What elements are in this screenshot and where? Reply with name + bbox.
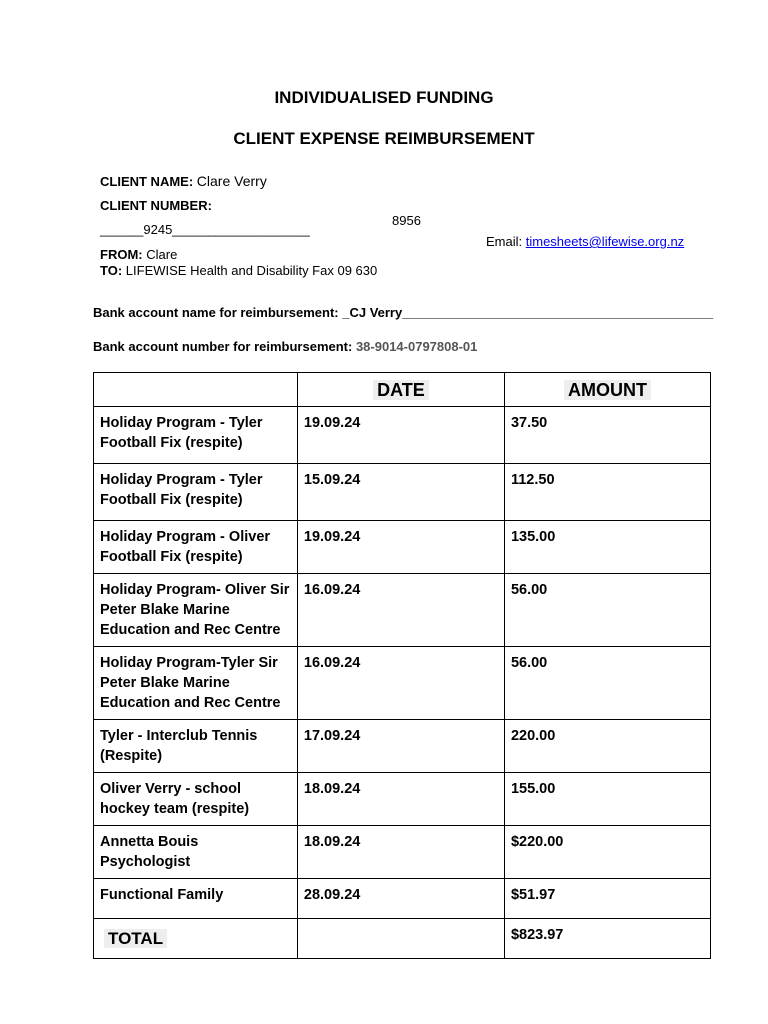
- row-description: Holiday Program - Tyler Football Fix (respite): [94, 464, 298, 521]
- row-date: 17.09.24: [297, 720, 504, 773]
- table-row: [94, 826, 711, 879]
- document-subtitle: CLIENT EXPENSE REIMBURSEMENT: [233, 129, 535, 148]
- row-date: 16.09.24: [297, 574, 504, 647]
- row-amount: $220.00: [504, 826, 710, 879]
- row-date: 19.09.24: [297, 521, 504, 574]
- bank-account-name: Bank account name for reimbursement: _CJ Verry___________________________________________: [93, 305, 714, 320]
- from-row: [100, 247, 177, 262]
- document-title: INDIVIDUALISED FUNDING: [274, 88, 494, 107]
- bank-account-number-value: 38-9014-0797808-01: [355, 339, 478, 354]
- table-row: [94, 647, 711, 720]
- row-date: 18.09.24: [297, 826, 504, 879]
- table-row: [94, 464, 711, 521]
- row-description: Holiday Program - Oliver Football Fix (respite): [94, 521, 298, 574]
- row-description: Functional Family: [94, 879, 298, 919]
- client-name-label: CLIENT NAME:: [100, 174, 194, 189]
- table-row: [94, 521, 711, 574]
- row-amount: 56.00: [504, 574, 710, 647]
- table-row: [94, 773, 711, 826]
- row-amount: 155.00: [504, 773, 710, 826]
- to-label: TO:: [100, 263, 123, 278]
- row-description: Holiday Program-Tyler Sir Peter Blake Marine Education and Rec Centre: [94, 647, 298, 720]
- row-amount: 220.00: [504, 720, 710, 773]
- header-description: [94, 373, 298, 407]
- total-label: TOTAL: [94, 919, 298, 959]
- client-name-row: [100, 173, 267, 189]
- row-date: 15.09.24: [297, 464, 504, 521]
- to-row: [100, 263, 377, 278]
- header-date: DATE: [297, 373, 504, 407]
- row-date: 28.09.24: [297, 879, 504, 919]
- client-number-label: CLIENT NUMBER:: [100, 198, 212, 213]
- client-name-value: Clare Verry: [196, 173, 267, 189]
- row-amount: 135.00: [504, 521, 710, 574]
- row-description: Holiday Program- Oliver Sir Peter Blake Marine Education and Rec Centre: [94, 574, 298, 647]
- total-date: [297, 919, 504, 959]
- email-label: Email:: [486, 234, 523, 249]
- table-row: [94, 879, 711, 919]
- table-row: [94, 720, 711, 773]
- row-amount: 112.50: [504, 464, 710, 521]
- header-amount: AMOUNT: [504, 373, 710, 407]
- from-label: FROM:: [100, 247, 143, 262]
- client-number-extra: 8956: [392, 213, 421, 228]
- expense-table: [93, 372, 711, 959]
- table-row: [94, 407, 711, 464]
- email-link[interactable]: timesheets@lifewise.org.nz: [525, 234, 685, 249]
- client-number-line: ______9245___________________: [100, 222, 310, 237]
- row-amount: $51.97: [504, 879, 710, 919]
- row-description: Annetta Bouis Psychologist: [94, 826, 298, 879]
- row-amount: 56.00: [504, 647, 710, 720]
- bank-account-number-row: [93, 339, 477, 354]
- row-amount: 37.50: [504, 407, 710, 464]
- from-value: Clare: [146, 247, 178, 262]
- table-header-row: [94, 373, 711, 407]
- row-description: Tyler - Interclub Tennis (Respite): [94, 720, 298, 773]
- row-date: 19.09.24: [297, 407, 504, 464]
- row-description: Oliver Verry - school hockey team (respite): [94, 773, 298, 826]
- bank-account-number-label: Bank account number for reimbursement:: [93, 339, 353, 354]
- total-amount: $823.97: [504, 919, 710, 959]
- row-date: 16.09.24: [297, 647, 504, 720]
- table-row: [94, 574, 711, 647]
- email-row: [486, 234, 684, 249]
- row-date: 18.09.24: [297, 773, 504, 826]
- to-value: LIFEWISE Health and Disability Fax 09 630: [125, 263, 378, 278]
- row-description: Holiday Program - Tyler Football Fix (respite): [94, 407, 298, 464]
- total-row: [94, 919, 711, 959]
